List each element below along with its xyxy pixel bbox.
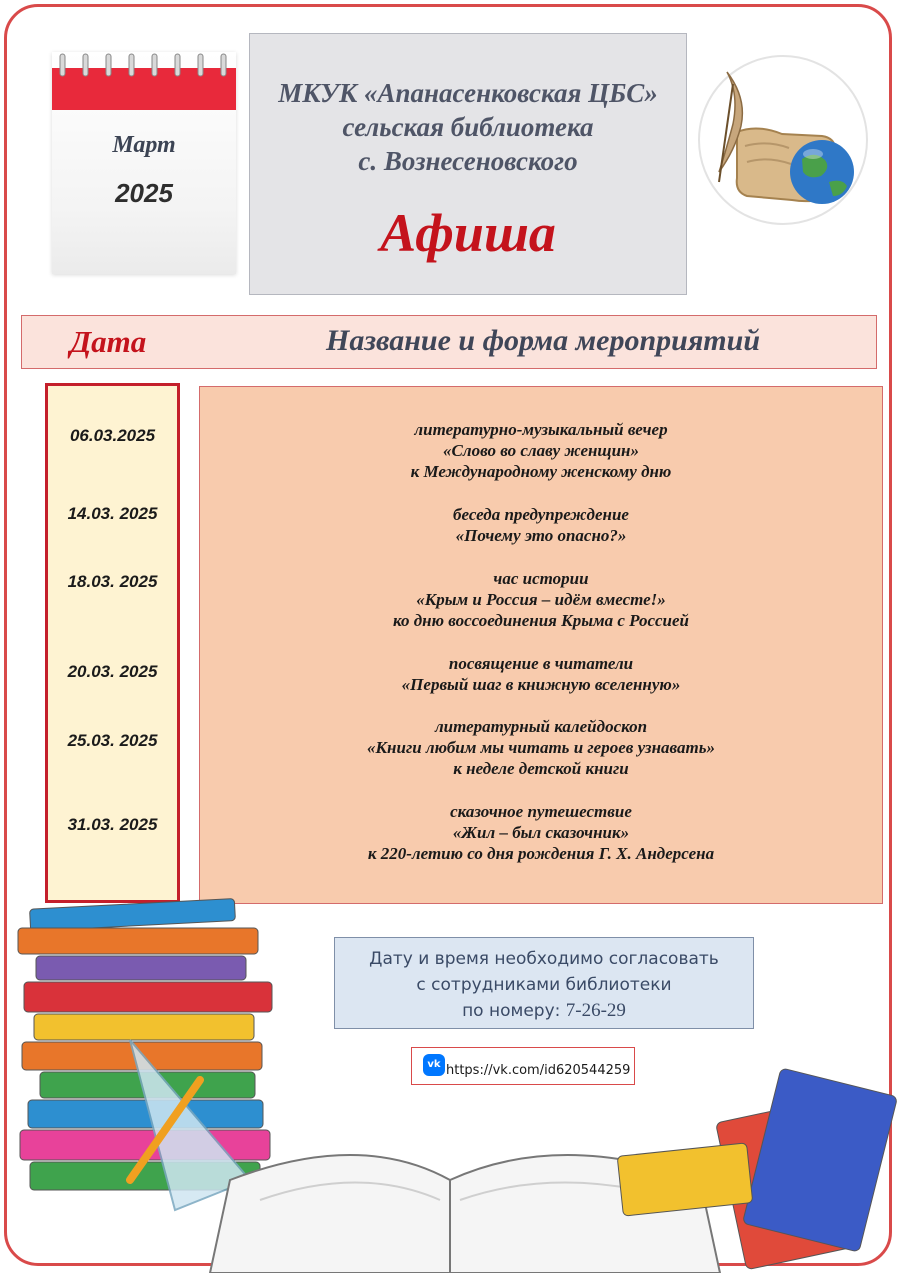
phone-label: по номеру: — [462, 1001, 561, 1021]
event-item — [200, 801, 882, 864]
event-date: 14.03. 2025 — [67, 504, 158, 523]
event-occasion: ко дню воссоединения Крыма с Россией — [392, 611, 689, 630]
event-date: 06.03.2025 — [69, 426, 156, 445]
calendar-rings-icon — [52, 52, 236, 82]
event-date: 25.03. 2025 — [67, 731, 158, 750]
header-box — [249, 33, 687, 295]
event-title: «Первый шаг в книжную вселенную» — [401, 675, 681, 694]
event-item — [200, 716, 882, 779]
event-title: «Почему это опасно?» — [455, 526, 627, 545]
vk-link[interactable] — [411, 1047, 635, 1085]
calendar-graphic — [52, 52, 236, 274]
event-item — [200, 419, 882, 482]
event-format: посвящение в читатели — [448, 654, 634, 673]
org-line-3: с. Вознесеновского — [358, 146, 578, 176]
event-title: «Слово во славу женщин» — [443, 441, 639, 460]
notice-line-3 — [335, 998, 753, 1024]
column-header-bar — [21, 315, 877, 369]
vk-icon: vk — [423, 1054, 445, 1076]
dates-column — [45, 383, 180, 903]
event-occasion: к Международному женскому дню — [410, 462, 672, 481]
event-date: 20.03. 2025 — [67, 662, 158, 681]
event-format: литературный калейдоскоп — [434, 717, 648, 736]
page-title: Афиша — [380, 203, 556, 263]
event-column-header: Название и форма мероприятий — [326, 324, 761, 357]
event-format: литературно-музыкальный вечер — [414, 420, 668, 439]
event-title: «Книги любим мы читать и героев узнавать» — [367, 738, 715, 757]
date-column-header: Дата — [70, 324, 147, 359]
phone-number: 7-26-29 — [565, 1000, 626, 1021]
notice-line-2: с сотрудниками библиотеки — [416, 975, 672, 995]
event-title: «Крым и Россия – идём вместе!» — [416, 590, 666, 609]
calendar-year: 2025 — [115, 178, 173, 208]
org-line-2: сельская библиотека — [342, 112, 594, 142]
contact-notice — [334, 937, 754, 1029]
event-format: час истории — [493, 569, 589, 588]
event-occasion: к 220-летию со дня рождения Г. Х. Андерсена — [367, 844, 715, 863]
vk-url[interactable]: https://vk.com/id620544259 — [446, 1063, 631, 1078]
event-occasion: к неделе детской книги — [453, 759, 629, 778]
event-date: 18.03. 2025 — [67, 572, 158, 591]
event-format: беседа предупреждение — [453, 505, 629, 524]
event-date: 31.03. 2025 — [67, 815, 158, 834]
notice-line-1: Дату и время необходимо согласовать — [369, 949, 719, 969]
calendar-month: Март — [112, 132, 176, 158]
event-title: «Жил – был сказочник» — [452, 823, 630, 842]
globe-quill-logo-icon — [697, 54, 869, 226]
event-format: сказочное путешествие — [450, 802, 632, 821]
event-item — [200, 504, 882, 546]
event-item — [200, 653, 882, 695]
event-item — [200, 568, 882, 631]
org-line-1: МКУК «Апанасенковская ЦБС» — [278, 78, 658, 108]
events-box — [199, 386, 883, 904]
organization-name — [250, 76, 686, 178]
